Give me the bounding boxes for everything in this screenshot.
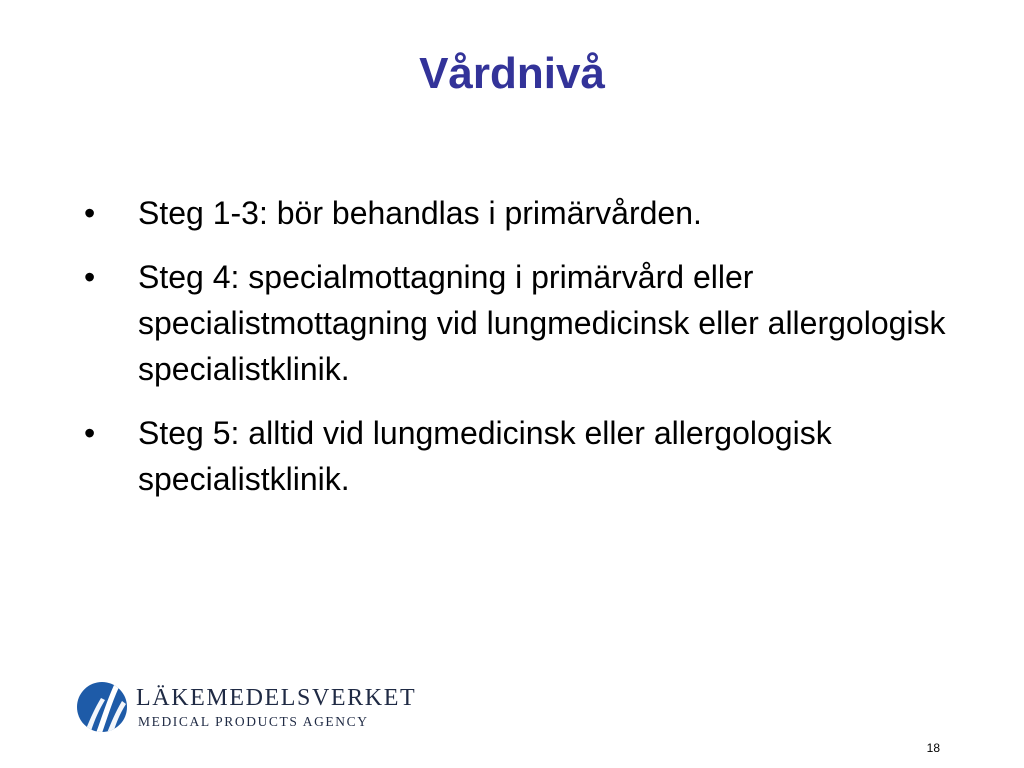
bullet-text: Steg 1-3: bör behandlas i primärvården. [138,195,702,231]
bullet-item [76,254,956,392]
bullet-marker: • [84,259,96,295]
page-number: 18 [926,741,940,755]
logo-subtitle: MEDICAL PRODUCTS AGENCY [138,714,369,729]
bullet-marker: • [84,415,96,451]
logo-name: LÄKEMEDELSVERKET [136,685,417,711]
lakemedelsverket-emblem-icon [76,681,128,733]
slide-title: Vårdnivå [419,49,605,98]
lakemedelsverket-logo [76,676,436,740]
bullet-text: Steg 4: specialmottagning i primärvård eller specialistmottagning vid lungmedicinsk eller allergologisk specialistklinik. [138,259,946,387]
bullet-list [76,190,956,520]
bullet-marker: • [84,195,96,231]
bullet-text: Steg 5: alltid vid lungmedicinsk eller allergologisk specialistklinik. [138,415,832,497]
bullet-item [76,190,956,236]
bullet-item [76,410,956,502]
